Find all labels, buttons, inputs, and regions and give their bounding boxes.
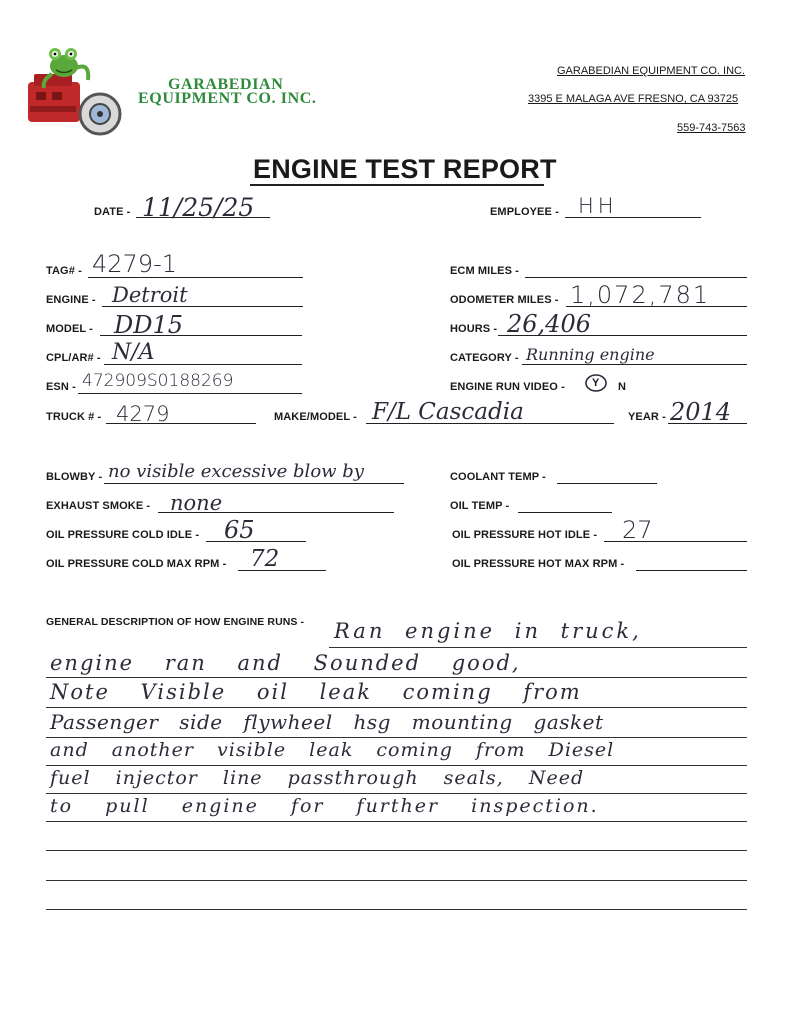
oil-pressure-hot-idle-label: OIL PRESSURE HOT IDLE - — [452, 529, 598, 541]
engine-value[interactable]: Detroit — [112, 283, 188, 307]
company-address: 3395 E MALAGA AVE FRESNO, CA 93725 — [528, 93, 739, 105]
description-line: Note Visible oil leak coming from — [50, 680, 582, 704]
description-line: fuel injector line passthrough seals, Need — [50, 767, 585, 789]
hours-label: HOURS - — [450, 323, 498, 335]
description-rule — [46, 677, 747, 678]
description-line: Ran engine in truck, — [334, 619, 642, 643]
description-rule — [46, 765, 747, 766]
oil-pressure-hot-max-field-line — [636, 570, 747, 571]
esn-field-line — [78, 393, 302, 394]
engine-label: ENGINE - — [46, 294, 96, 306]
employee-value[interactable]: HH — [578, 194, 618, 218]
oil-pressure-hot-max-label: OIL PRESSURE HOT MAX RPM - — [452, 558, 625, 570]
coolant-temp-field-line — [557, 483, 657, 484]
video-no-label[interactable]: N — [618, 381, 627, 393]
oil-pressure-cold-idle-label: OIL PRESSURE COLD IDLE - — [46, 529, 200, 541]
cpl-label: CPL/AR# - — [46, 352, 101, 364]
company-logo — [24, 44, 124, 140]
frog-on-engine-icon — [24, 44, 124, 140]
exhaust-smoke-label: EXHAUST SMOKE - — [46, 500, 151, 512]
blowby-value[interactable]: no visible excessive blow by — [108, 461, 364, 482]
description-rule — [46, 793, 747, 794]
description-rule — [46, 909, 747, 910]
date-label: DATE - — [94, 206, 131, 218]
description-rule — [46, 850, 747, 851]
employee-label: EMPLOYEE - — [490, 206, 559, 218]
description-line: Passenger side flywheel hsg mounting gasket — [50, 710, 604, 734]
odometer-label: ODOMETER MILES - — [450, 294, 559, 306]
ecm-miles-field-line — [525, 277, 747, 278]
tag-value[interactable]: 4279-1 — [92, 250, 178, 278]
title-underline — [250, 184, 544, 186]
oil-temp-field-line — [518, 512, 612, 513]
company-name: GARABEDIAN EQUIPMENT CO. INC. — [557, 65, 746, 77]
category-value[interactable]: Running engine — [526, 345, 655, 364]
make-model-label: MAKE/MODEL - — [274, 411, 357, 423]
year-label: YEAR - — [628, 411, 666, 423]
description-line: engine ran and Sounded good, — [50, 651, 521, 675]
esn-value[interactable]: 472909S0188269 — [82, 371, 234, 391]
general-description-area[interactable] — [44, 610, 750, 915]
odometer-value[interactable]: 1,072,781 — [570, 281, 711, 309]
video-yes-option[interactable] — [584, 372, 610, 394]
page-title: ENGINE TEST REPORT — [253, 154, 557, 184]
oil-pressure-cold-idle-value[interactable]: 65 — [224, 516, 255, 544]
description-rule — [46, 880, 747, 881]
cpl-value[interactable]: N/A — [112, 340, 155, 365]
model-label: MODEL - — [46, 323, 93, 335]
make-model-value[interactable]: F/L Cascadia — [372, 399, 524, 425]
description-rule — [46, 707, 747, 708]
blowby-field-line — [104, 483, 404, 484]
description-rule — [329, 647, 747, 648]
exhaust-smoke-value[interactable]: none — [170, 491, 223, 515]
hours-value[interactable]: 26,406 — [507, 310, 591, 338]
company-phone: 559-743-7563 — [677, 122, 746, 134]
video-yes-label: Y — [592, 377, 600, 389]
oil-pressure-cold-idle-field-line — [206, 541, 306, 542]
category-field-line — [522, 364, 747, 365]
logo-name-line1: GARABEDIAN — [168, 76, 284, 93]
truck-value[interactable]: 4279 — [116, 402, 170, 426]
description-line: to pull engine for further inspection. — [50, 795, 599, 817]
date-value[interactable]: 11/25/25 — [142, 193, 255, 222]
description-rule — [46, 821, 747, 822]
oil-pressure-hot-idle-value[interactable]: 27 — [622, 516, 653, 544]
logo-name-line2: EQUIPMENT CO. INC. — [138, 90, 317, 107]
esn-label: ESN - — [46, 381, 76, 393]
description-rule — [46, 737, 747, 738]
general-description-label: GENERAL DESCRIPTION OF HOW ENGINE RUNS - — [46, 616, 305, 628]
tag-label: TAG# - — [46, 265, 82, 277]
model-value[interactable]: DD15 — [114, 311, 184, 339]
category-label: CATEGORY - — [450, 352, 519, 364]
truck-label: TRUCK # - — [46, 411, 102, 423]
ecm-miles-label: ECM MILES - — [450, 265, 519, 277]
oil-temp-label: OIL TEMP - — [450, 500, 510, 512]
oil-pressure-cold-max-value[interactable]: 72 — [250, 546, 280, 572]
coolant-temp-label: COOLANT TEMP - — [450, 471, 546, 483]
blowby-label: BLOWBY - — [46, 471, 103, 483]
description-line: and another visible leak coming from Diesel — [50, 739, 615, 761]
year-value[interactable]: 2014 — [670, 398, 732, 426]
oil-pressure-cold-max-label: OIL PRESSURE COLD MAX RPM - — [46, 558, 227, 570]
engine-run-video-label: ENGINE RUN VIDEO - — [450, 381, 565, 393]
